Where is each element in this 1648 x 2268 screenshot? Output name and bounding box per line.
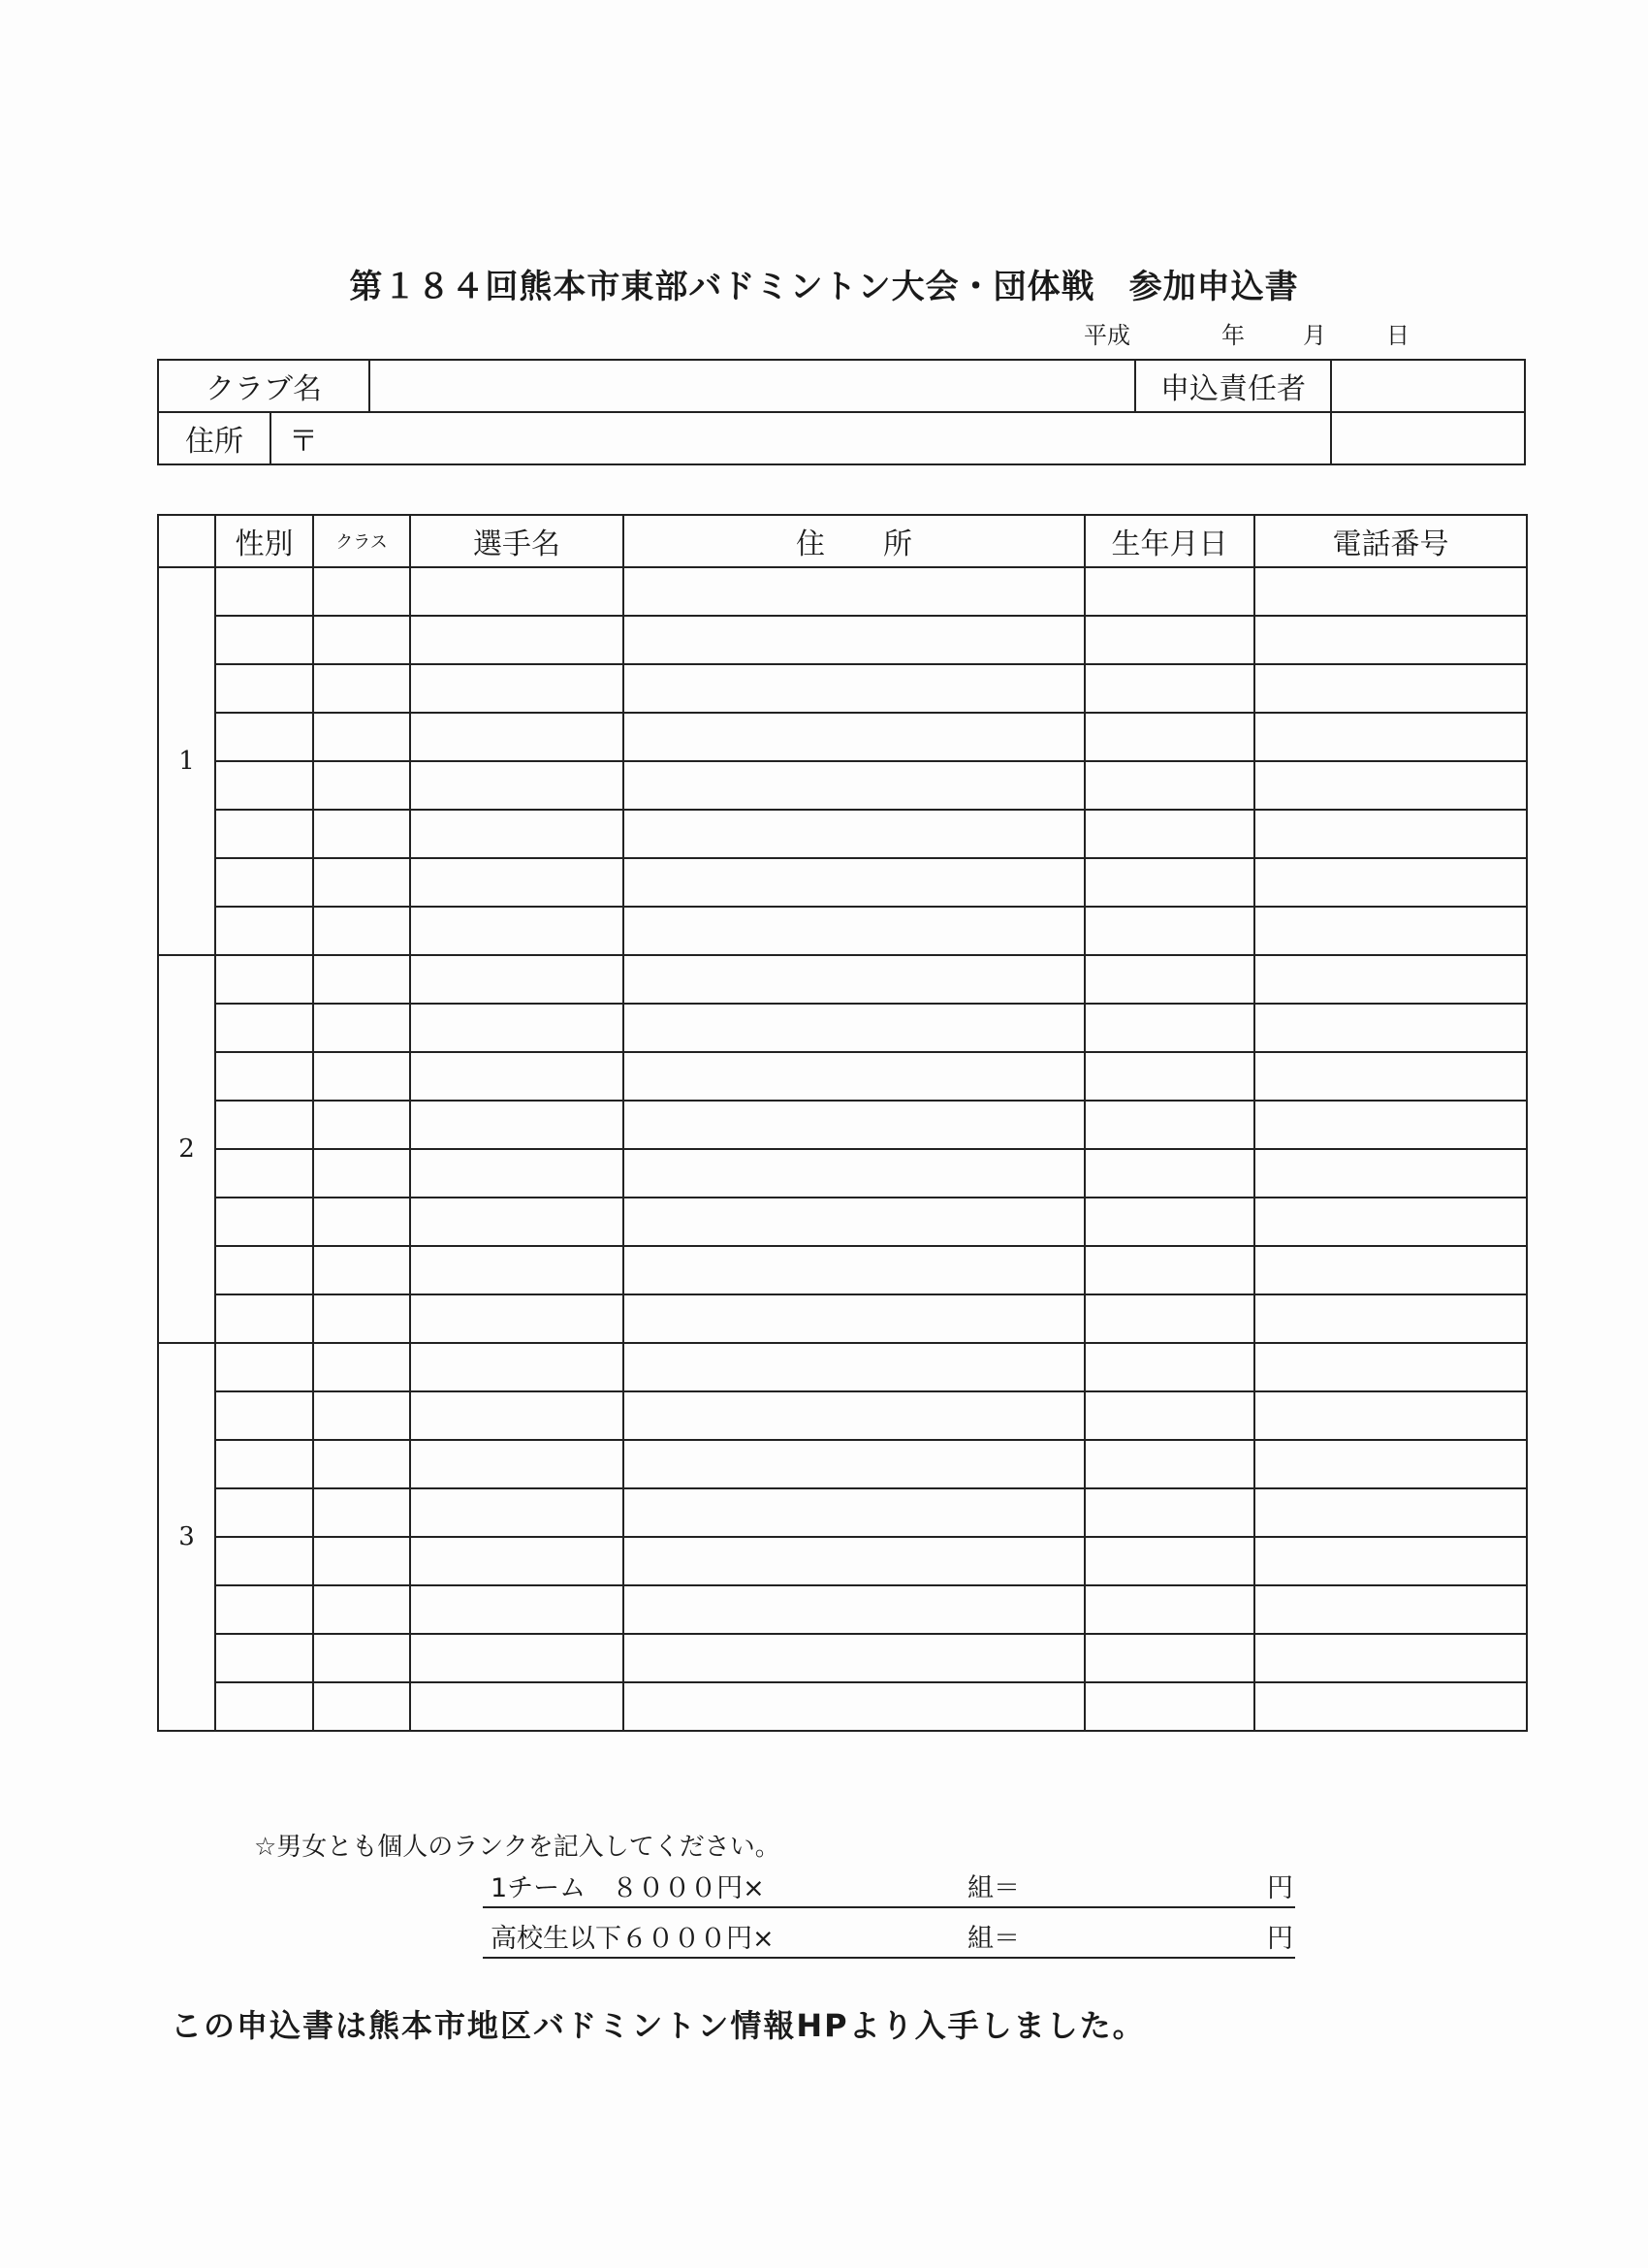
fee-line-team [483,1868,1295,1908]
gender-cell[interactable] [215,1634,313,1682]
fee-currency: 円 [1267,1873,1293,1903]
roster-row [158,761,1527,810]
gender-cell[interactable] [215,1537,313,1585]
player-name-cell[interactable] [410,1537,623,1585]
roster-row [158,616,1527,664]
phone-cell[interactable] [1254,1149,1527,1198]
birthdate-cell[interactable] [1085,858,1254,907]
gender-cell[interactable] [215,1585,313,1634]
header-team [158,515,215,567]
player-name-cell[interactable] [410,713,623,761]
fee-line-highschool [483,1918,1295,1959]
birthdate-cell[interactable] [1085,907,1254,955]
phone-cell[interactable] [1254,1488,1527,1537]
birthdate-cell[interactable] [1085,1294,1254,1343]
address-cell[interactable] [623,567,1085,616]
player-name-cell[interactable] [410,1440,623,1488]
address-cell[interactable] [623,1391,1085,1440]
player-name-cell[interactable] [410,858,623,907]
roster-row [158,907,1527,955]
fee-unit: 組＝ [967,1873,1020,1903]
birthdate-cell[interactable] [1085,761,1254,810]
gender-cell[interactable] [215,1004,313,1052]
gender-cell[interactable] [215,1052,313,1101]
postal-mark: 〒 [289,425,318,459]
phone-cell[interactable] [1254,616,1527,664]
birthdate-cell[interactable] [1085,1246,1254,1294]
class-cell[interactable] [313,1440,410,1488]
phone-cell[interactable] [1254,1198,1527,1246]
fee-unit: 組＝ [967,1924,1020,1954]
birthdate-cell[interactable] [1085,1198,1254,1246]
team-number: 2 [158,955,215,1343]
class-cell[interactable] [313,810,410,858]
class-cell[interactable] [313,616,410,664]
gender-cell[interactable] [215,1294,313,1343]
address-cell[interactable] [623,1634,1085,1682]
roster-row [158,810,1527,858]
gender-cell[interactable] [215,713,313,761]
birthdate-cell[interactable] [1085,1101,1254,1149]
phone-cell[interactable] [1254,955,1527,1004]
class-cell[interactable] [313,1198,410,1246]
gender-cell[interactable] [215,1246,313,1294]
header-phone: 電話番号 [1254,515,1527,567]
gender-cell[interactable] [215,1101,313,1149]
player-name-cell[interactable] [410,616,623,664]
class-cell[interactable] [313,1585,410,1634]
address-label: 住所 [159,413,271,463]
birthdate-cell[interactable] [1085,567,1254,616]
gender-cell[interactable] [215,1488,313,1537]
birthdate-cell[interactable] [1085,713,1254,761]
phone-cell[interactable] [1254,1294,1527,1343]
phone-cell[interactable] [1254,1440,1527,1488]
roster-row [158,713,1527,761]
gender-cell[interactable] [215,1149,313,1198]
player-name-cell[interactable] [410,1343,623,1391]
birthdate-cell[interactable] [1085,1391,1254,1440]
roster-row [158,1634,1527,1682]
phone-cell[interactable] [1254,1246,1527,1294]
class-cell[interactable] [313,1052,410,1101]
phone-cell[interactable] [1254,1585,1527,1634]
player-name-cell[interactable] [410,1246,623,1294]
roster-row [158,1149,1527,1198]
roster-row [158,955,1527,1004]
birthdate-cell[interactable] [1085,1440,1254,1488]
responsible-person-label: 申込責任者 [1135,360,1331,412]
gender-cell[interactable] [215,907,313,955]
class-cell[interactable] [313,858,410,907]
player-name-cell[interactable] [410,1634,623,1682]
team-number: 3 [158,1343,215,1731]
roster-table [157,514,1528,1732]
address-cell[interactable] [623,1440,1085,1488]
gender-cell[interactable] [215,616,313,664]
roster-row [158,1343,1527,1391]
gender-cell[interactable] [215,761,313,810]
header-address: 住 所 [623,515,1085,567]
roster-row [158,1052,1527,1101]
class-cell[interactable] [313,761,410,810]
roster-row [158,1585,1527,1634]
gender-cell[interactable] [215,810,313,858]
responsible-person-field[interactable] [1331,360,1525,412]
player-name-cell[interactable] [410,1294,623,1343]
player-name-cell[interactable] [410,1198,623,1246]
gender-cell[interactable] [215,1198,313,1246]
phone-cell[interactable] [1254,1101,1527,1149]
roster-row [158,1246,1527,1294]
birthdate-cell[interactable] [1085,1149,1254,1198]
birthdate-cell[interactable] [1085,1634,1254,1682]
gender-cell[interactable] [215,567,313,616]
phone-cell[interactable] [1254,567,1527,616]
gender-cell[interactable] [215,1440,313,1488]
class-cell[interactable] [313,1004,410,1052]
class-cell[interactable] [313,1488,410,1537]
roster-row [158,1440,1527,1488]
gender-cell[interactable] [215,1343,313,1391]
roster-header-row [158,515,1527,567]
fee-item: 1チーム ８０００円× [491,1873,765,1903]
phone-cell[interactable] [1254,1391,1527,1440]
birthdate-cell[interactable] [1085,1585,1254,1634]
birthdate-cell[interactable] [1085,664,1254,713]
gender-cell[interactable] [215,1391,313,1440]
address-cell[interactable] [623,907,1085,955]
player-name-cell[interactable] [410,1488,623,1537]
address-cell[interactable] [623,761,1085,810]
address-cell[interactable] [623,1585,1085,1634]
class-cell[interactable] [313,1294,410,1343]
birthdate-cell[interactable] [1085,1537,1254,1585]
gender-cell[interactable] [215,664,313,713]
class-cell[interactable] [313,713,410,761]
birthdate-cell[interactable] [1085,1052,1254,1101]
date-month: 月 [1303,322,1326,349]
class-cell[interactable] [313,1246,410,1294]
address-cell[interactable] [623,1246,1085,1294]
birthdate-cell[interactable] [1085,1004,1254,1052]
roster-row [158,1198,1527,1246]
gender-cell[interactable] [215,858,313,907]
address-cell[interactable] [623,858,1085,907]
address-cell[interactable] [623,810,1085,858]
class-cell[interactable] [313,664,410,713]
class-cell[interactable] [313,1343,410,1391]
gender-cell[interactable] [215,955,313,1004]
class-cell[interactable] [313,1682,410,1731]
player-name-cell[interactable] [410,1101,623,1149]
address-cell[interactable] [623,664,1085,713]
club-name-label: クラブ名 [158,360,369,412]
address-cell[interactable] [623,955,1085,1004]
address-field[interactable] [158,412,1331,464]
address-cell[interactable] [623,1149,1085,1198]
phone-cell[interactable] [1254,1634,1527,1682]
birthdate-cell[interactable] [1085,955,1254,1004]
header-birthdate: 生年月日 [1085,515,1254,567]
address-extra-field[interactable] [1331,412,1525,464]
address-cell[interactable] [623,713,1085,761]
phone-cell[interactable] [1254,761,1527,810]
date-year: 年 [1221,322,1245,349]
date-era: 平成 [1084,322,1130,349]
address-cell[interactable] [623,1343,1085,1391]
birthdate-cell[interactable] [1085,1488,1254,1537]
address-cell[interactable] [623,1537,1085,1585]
address-cell[interactable] [623,1294,1085,1343]
roster-row [158,1294,1527,1343]
class-cell[interactable] [313,955,410,1004]
class-cell[interactable] [313,1149,410,1198]
phone-cell[interactable] [1254,1004,1527,1052]
phone-cell[interactable] [1254,1682,1527,1731]
header-gender: 性別 [215,515,313,567]
team-number: 1 [158,567,215,955]
roster-row [158,1537,1527,1585]
roster-row [158,858,1527,907]
player-name-cell[interactable] [410,810,623,858]
class-cell[interactable] [313,1101,410,1149]
fee-item: 高校生以下６０００円× [491,1924,775,1954]
address-cell[interactable] [623,1101,1085,1149]
roster-row [158,1488,1527,1537]
birthdate-cell[interactable] [1085,616,1254,664]
fee-currency: 円 [1267,1924,1293,1954]
roster-row [158,1682,1527,1731]
phone-cell[interactable] [1254,858,1527,907]
phone-cell[interactable] [1254,1343,1527,1391]
header-player-name: 選手名 [410,515,623,567]
phone-cell[interactable] [1254,664,1527,713]
date-day: 日 [1386,322,1410,349]
roster-row [158,1101,1527,1149]
header-class: クラス [313,515,410,567]
roster-row [158,567,1527,616]
address-cell[interactable] [623,1052,1085,1101]
phone-cell[interactable] [1254,1052,1527,1101]
player-name-cell[interactable] [410,1149,623,1198]
player-name-cell[interactable] [410,1004,623,1052]
roster-body [158,567,1527,1731]
class-cell[interactable] [313,907,410,955]
roster-row [158,1391,1527,1440]
class-cell[interactable] [313,567,410,616]
club-info-table [157,359,1526,465]
roster-row [158,664,1527,713]
player-name-cell[interactable] [410,907,623,955]
player-name-cell[interactable] [410,1585,623,1634]
player-name-cell[interactable] [410,1391,623,1440]
phone-cell[interactable] [1254,713,1527,761]
class-cell[interactable] [313,1537,410,1585]
address-cell[interactable] [623,1488,1085,1537]
birthdate-cell[interactable] [1085,810,1254,858]
rank-note: ☆男女とも個人のランクを記入してください。 [254,1833,780,1862]
player-name-cell[interactable] [410,664,623,713]
roster-row [158,1004,1527,1052]
address-cell[interactable] [623,1198,1085,1246]
address-cell[interactable] [623,1004,1085,1052]
player-name-cell[interactable] [410,1682,623,1731]
phone-cell[interactable] [1254,1537,1527,1585]
phone-cell[interactable] [1254,810,1527,858]
club-name-field[interactable] [369,360,1135,412]
phone-cell[interactable] [1254,907,1527,955]
birthdate-cell[interactable] [1085,1343,1254,1391]
player-name-cell[interactable] [410,761,623,810]
birthdate-cell[interactable] [1085,1682,1254,1731]
class-cell[interactable] [313,1391,410,1440]
class-cell[interactable] [313,1634,410,1682]
address-cell[interactable] [623,616,1085,664]
player-name-cell[interactable] [410,567,623,616]
gender-cell[interactable] [215,1682,313,1731]
player-name-cell[interactable] [410,955,623,1004]
player-name-cell[interactable] [410,1052,623,1101]
source-footer: この申込書は熊本市地区バドミントン情報HPより入手しました。 [171,2007,1146,2044]
address-cell[interactable] [623,1682,1085,1731]
form-title: 第１８４回熊本市東部バドミントン大会・団体戦 参加申込書 [349,268,1299,306]
